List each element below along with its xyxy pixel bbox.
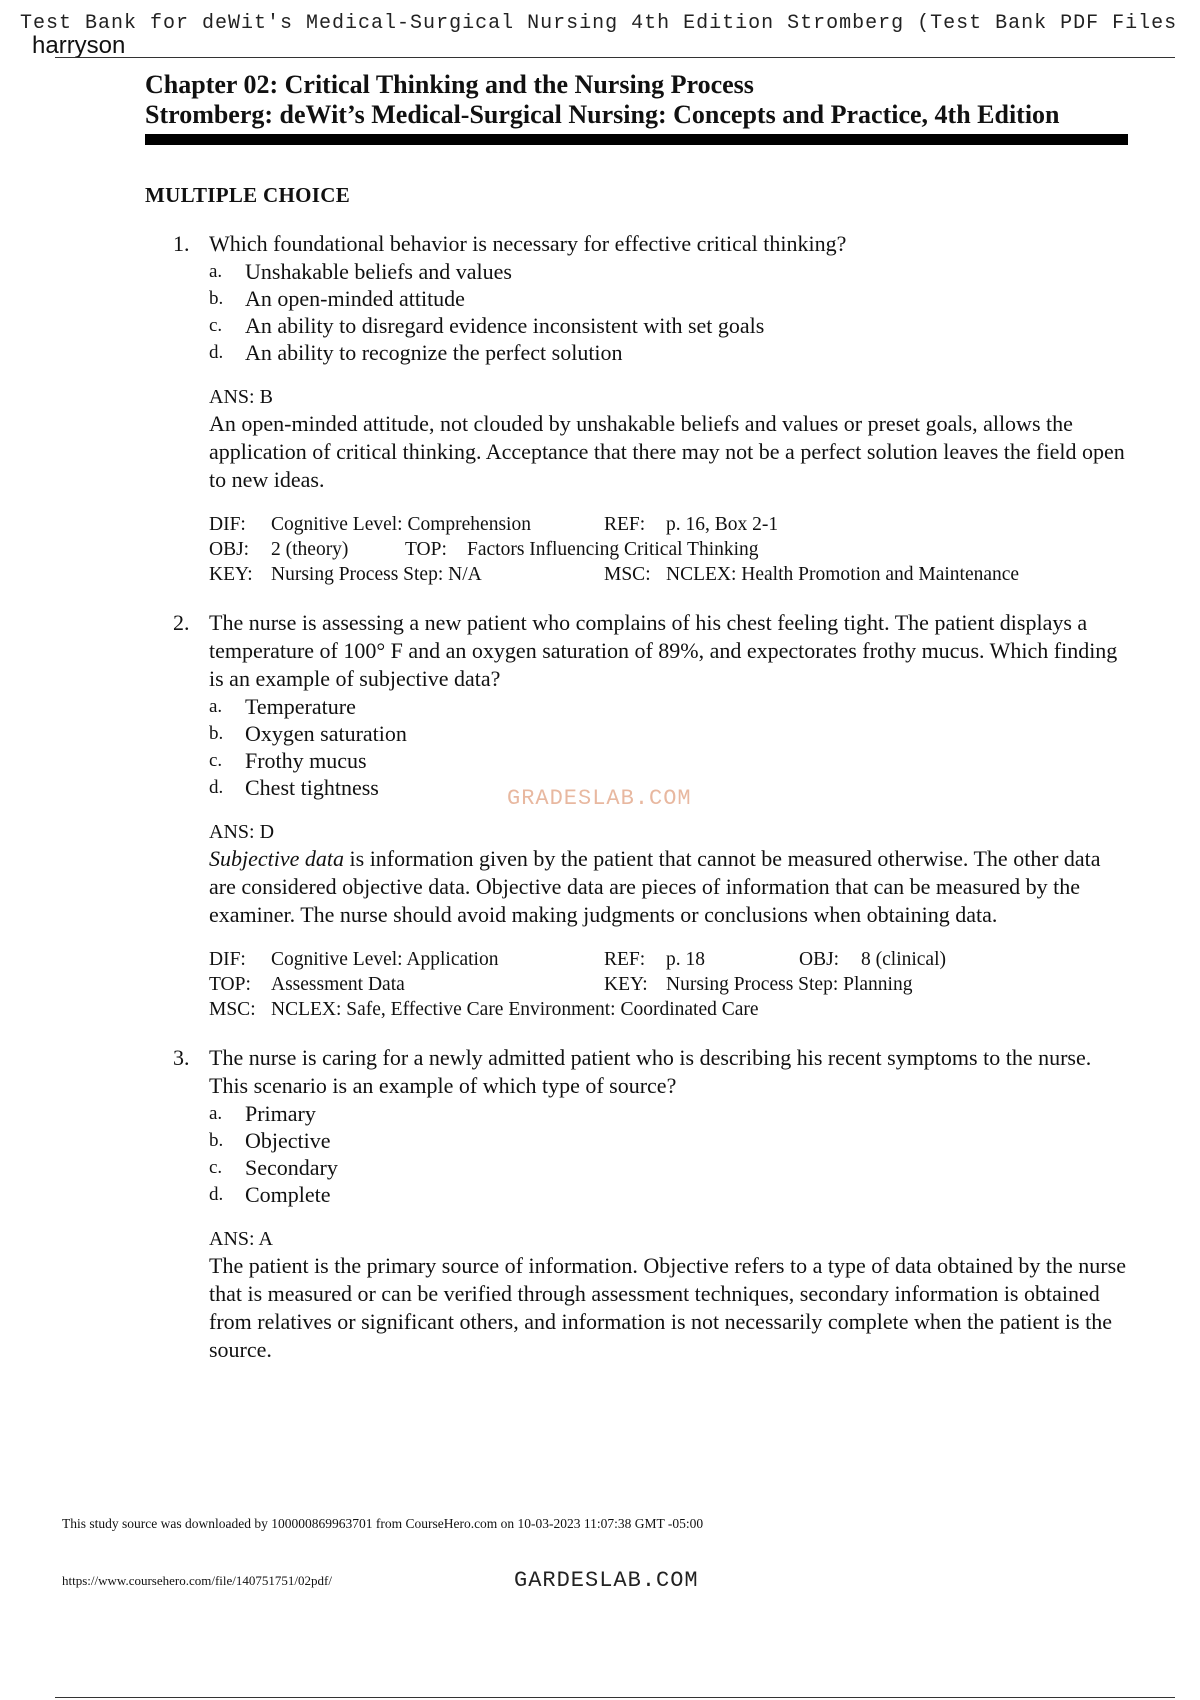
book-title: Stromberg: deWit’s Medical-Surgical Nursing: Concepts and Practice, 4th Edition — [145, 100, 1060, 129]
question-metadata — [209, 947, 1130, 1022]
option-letter: c. — [209, 750, 223, 771]
option-letter: a. — [209, 696, 223, 717]
question-metadata — [209, 512, 1130, 587]
question-number: 2. — [173, 610, 190, 635]
rationale — [209, 1252, 1130, 1364]
option-text: Temperature — [245, 694, 356, 719]
source-url-link[interactable]: https://www.coursehero.com/file/140751751/02pdf/ — [62, 1573, 332, 1588]
answer-key: ANS: B — [209, 386, 273, 408]
option-letter: d. — [209, 1184, 224, 1205]
option-b — [209, 1127, 1130, 1154]
option-letter: b. — [209, 1130, 224, 1151]
meta-label: MSC: — [209, 999, 256, 1020]
header-strip: Test Bank for deWit's Medical-Surgical Nursing 4th Edition Stromberg (Test Bank PDF Files — [20, 12, 1178, 35]
question-number: 1. — [173, 231, 190, 256]
watermark: GRADESLAB.COM — [507, 786, 692, 811]
meta-top: Factors Influencing Critical Thinking — [467, 539, 759, 560]
rationale — [209, 410, 1130, 494]
document-body — [145, 70, 1130, 1386]
rationale-term: Subjective data — [209, 846, 345, 871]
section-heading: MULTIPLE CHOICE — [145, 183, 351, 207]
meta-label: OBJ: — [209, 539, 250, 560]
option-b — [209, 720, 1130, 747]
option-a — [209, 258, 1130, 285]
option-letter: c. — [209, 1157, 223, 1178]
option-text: Secondary — [245, 1155, 338, 1180]
option-letter: a. — [209, 1103, 223, 1124]
meta-label: KEY: — [604, 974, 648, 995]
meta-obj: 2 (theory) — [271, 539, 349, 560]
meta-label: KEY: — [209, 564, 253, 585]
meta-key: Nursing Process Step: N/A — [271, 564, 482, 585]
question-stem: The nurse is assessing a new patient who complains of his chest feeling tight. The patient displays a temperature of 100° F and an oxygen saturation of 89%, and expectorates frothy mucus. Which finding is an example of subjective data? — [209, 610, 1118, 691]
question-stem: Which foundational behavior is necessary for effective critical thinking? — [209, 231, 847, 256]
option-c — [209, 1154, 1130, 1181]
header-divider — [55, 57, 1175, 58]
option-c — [209, 312, 1130, 339]
meta-label: REF: — [604, 514, 646, 535]
option-text: Complete — [245, 1182, 331, 1207]
meta-label: TOP: — [209, 974, 251, 995]
uploader-name: harryson — [32, 32, 126, 59]
option-text: Objective — [245, 1128, 331, 1153]
option-text: Primary — [245, 1101, 316, 1126]
rationale — [209, 845, 1130, 929]
meta-label: OBJ: — [799, 949, 840, 970]
option-letter: b. — [209, 288, 224, 309]
meta-label: DIF: — [209, 949, 246, 970]
meta-dif: Cognitive Level: Application — [271, 949, 499, 970]
option-text: An ability to disregard evidence inconsistent with set goals — [245, 313, 765, 338]
answer-key: ANS: D — [209, 821, 275, 843]
option-text: An open-minded attitude — [245, 286, 465, 311]
option-d — [209, 1181, 1130, 1208]
option-a — [209, 693, 1130, 720]
option-letter: d. — [209, 342, 224, 363]
option-text: Chest tightness — [245, 775, 379, 800]
meta-dif: Cognitive Level: Comprehension — [271, 514, 531, 535]
option-b — [209, 285, 1130, 312]
option-c — [209, 747, 1130, 774]
meta-label: DIF: — [209, 514, 246, 535]
meta-ref: p. 16, Box 2-1 — [666, 514, 779, 535]
meta-msc: NCLEX: Health Promotion and Maintenance — [666, 564, 1020, 585]
question-stem: The nurse is caring for a newly admitted patient who is describing his recent symptoms to the nurse. This scenario is an example of which type of source? — [209, 1045, 1092, 1098]
option-text: An ability to recognize the perfect solution — [245, 340, 623, 365]
download-notice: This study source was downloaded by 100000869963701 from CourseHero.com on 10-03-2023 11:07:38 GMT -05:00 — [62, 1516, 704, 1531]
meta-label: MSC: — [604, 564, 651, 585]
option-text: Oxygen saturation — [245, 721, 407, 746]
meta-ref: p. 18 — [666, 949, 705, 970]
option-letter: d. — [209, 777, 224, 798]
rationale-text: is information given by the patient that cannot be measured otherwise. The other data are considered objective data. Objective data are pieces of information that can be measured by the examiner. The nurse should avoid making judgments or conclusions when obtaining data. — [209, 846, 1101, 927]
meta-label: TOP: — [405, 539, 447, 560]
meta-msc: NCLEX: Safe, Effective Care Environment: Coordinated Care — [271, 999, 759, 1020]
question-1 — [145, 230, 1130, 587]
option-letter: c. — [209, 315, 223, 336]
chapter-title: Chapter 02: Critical Thinking and the Nursing Process — [145, 70, 754, 99]
option-letter: a. — [209, 261, 223, 282]
answer-key: ANS: A — [209, 1228, 273, 1250]
title-rule — [145, 134, 1128, 145]
question-3 — [145, 1044, 1130, 1364]
footer-watermark: GARDESLAB.COM — [514, 1568, 699, 1593]
meta-obj: 8 (clinical) — [861, 949, 946, 970]
footer-divider — [55, 1697, 1175, 1698]
option-letter: b. — [209, 723, 224, 744]
option-text: Frothy mucus — [245, 748, 367, 773]
meta-key: Nursing Process Step: Planning — [666, 974, 913, 995]
option-a — [209, 1100, 1130, 1127]
question-2 — [145, 609, 1130, 1022]
option-d — [209, 339, 1130, 366]
option-text: Unshakable beliefs and values — [245, 259, 512, 284]
meta-label: REF: — [604, 949, 646, 970]
rationale-text: An open-minded attitude, not clouded by unshakable beliefs and values or preset goals, allows the application of critical thinking. Acceptance that there may not be a perfect solution leaves the field open to new ideas. — [209, 411, 1125, 492]
meta-top: Assessment Data — [271, 974, 405, 995]
question-number: 3. — [173, 1045, 190, 1070]
rationale-text: The patient is the primary source of information. Objective refers to a type of data obtained by the nurse that is measured or can be verified through assessment techniques, secondary information is obtained from relatives or significant others, and information is not necessarily complete when the patient is the source. — [209, 1253, 1126, 1362]
